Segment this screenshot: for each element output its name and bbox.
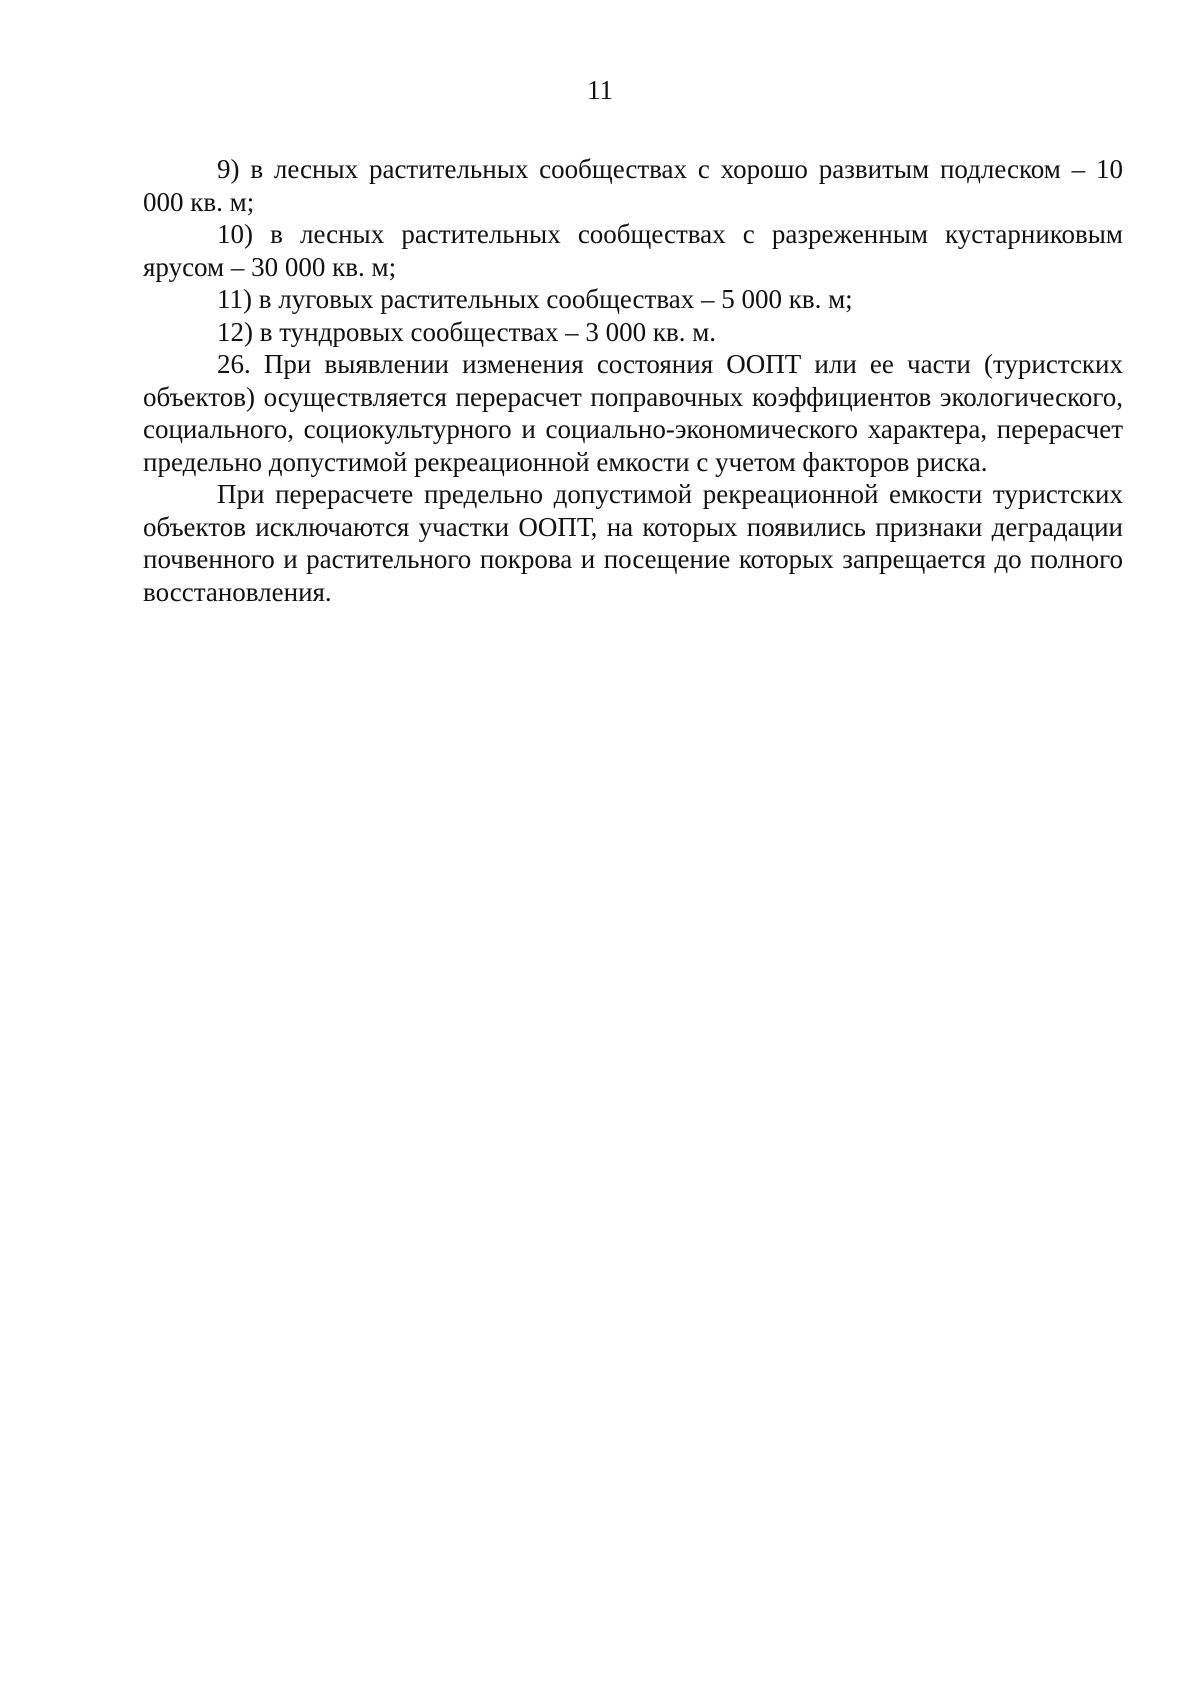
document-body xyxy=(143,153,1123,608)
list-item-9: 9) в лесных растительных сообществах с хорошо развитым подлеском – 10 000 кв. м; xyxy=(143,154,1123,217)
page-number: 11 xyxy=(587,75,613,105)
clause-26-continuation: При перерасчете предельно допустимой рекреационной емкости туристских объектов исключаются участки ООПТ, на которых появились признаки деградации почвенного и растительного покрова и посещение которых запрещается до полного восстановления. xyxy=(143,479,1123,607)
clause-26: 26. При выявлении изменения состояния ООПТ или ее части (туристских объектов) осуществляется перерасчет поправочных коэффициентов экологического, социального, социокультурного и социально-экономического характера, перерасчет предельно допустимой рекреационной емкости с учетом факторов риска. xyxy=(143,349,1123,477)
list-item-12: 12) в тундровых сообществах – 3 000 кв. м. xyxy=(217,316,717,347)
list-item-11: 11) в луговых растительных сообществах – 5 000 кв. м; xyxy=(217,284,853,314)
list-item-10: 10) в лесных растительных сообществах с разреженным кустарниковым ярусом – 30 000 кв. м; xyxy=(143,219,1123,282)
